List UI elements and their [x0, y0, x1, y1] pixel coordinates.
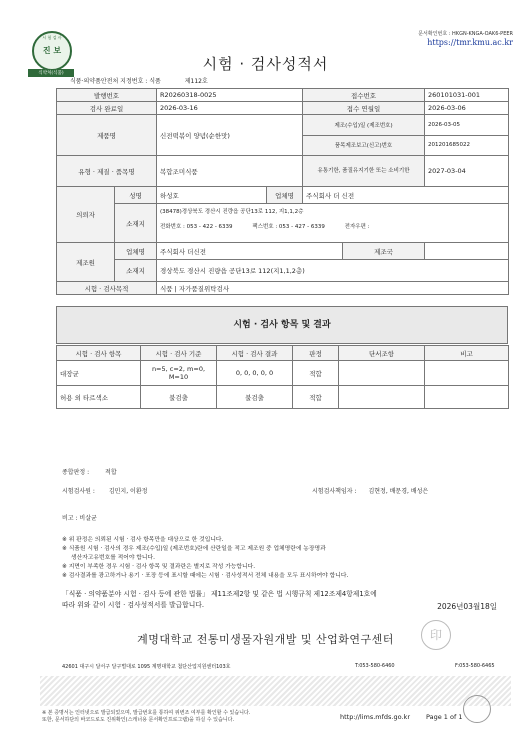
- receipt-no: 260101031-001: [425, 89, 509, 102]
- client-group-label: 의뢰자: [57, 187, 115, 243]
- col-header-standard: 시험 · 검사 기준: [141, 346, 217, 361]
- report-no: 201201685022: [425, 135, 509, 156]
- col-header-judgement: 판정: [293, 346, 339, 361]
- mark-ribbon: 식약처(식품): [28, 69, 74, 77]
- table-row: [57, 361, 509, 386]
- row-judgement: 적합: [293, 361, 339, 386]
- client-tel: 전화번호 : 053 - 422 - 6339: [160, 224, 233, 230]
- footer: [42, 710, 250, 724]
- row-standard-line2: M=10: [168, 373, 189, 381]
- verdict-label: 종합판정 :: [62, 469, 90, 476]
- row-judgement: 적합: [293, 386, 339, 409]
- results-table: [56, 345, 509, 409]
- client-contact: [160, 223, 505, 232]
- receipt-date-label: 접수 연월일: [303, 102, 425, 115]
- maker-name: 주식회사 더신전: [157, 243, 343, 260]
- maker-addr-label: 소재지: [115, 260, 157, 282]
- manager-value: 김현정, 배문경, 배성은: [368, 488, 429, 495]
- footer-line1: ※ 본 증명서는 인터넷으로 발급되었으며, 발급번호를 통하여 위변조 여부를 확인할 수 있습니다.: [42, 710, 251, 716]
- accreditation-label: 식품·의약품안전처 지정번호 : 식품: [70, 78, 161, 85]
- mfg-date-label: 제조(수입)일 (제조번호): [303, 115, 425, 136]
- org-seal-icon: [421, 620, 451, 650]
- type-label: 유형 · 제질 · 품목명: [57, 156, 157, 187]
- remarks: 비고 : 비살균: [62, 515, 97, 522]
- testers-label: 시험검사원 :: [62, 488, 95, 495]
- security-pattern: [40, 676, 511, 706]
- org-name: 계명대학교 전통미생물자원개발 및 산업화연구센터: [137, 633, 394, 646]
- complete-date: 2026-03-16: [157, 102, 303, 115]
- issue-no-label: 발행번호: [57, 89, 157, 102]
- note-line: ※ 식품원 시험 · 검사의 경우 제조(수입)일 (제조번호)란에 산란일을 적고 제조원 중 업체명란에 농장명과: [62, 546, 326, 552]
- row-standard: [141, 361, 217, 386]
- row-clause: [339, 386, 425, 409]
- verdict-value: 적합: [105, 469, 117, 476]
- accreditation-number: 제112호: [184, 78, 208, 85]
- client-address-block: [157, 204, 509, 243]
- row-standard: 불검출: [141, 386, 217, 409]
- accreditation: [70, 76, 208, 85]
- verdict: [62, 467, 117, 476]
- page-number: Page 1 of 1: [426, 713, 463, 721]
- row-standard-line1: n=5, c=2, m=0,: [151, 365, 206, 373]
- col-header-clause: 단서조항: [339, 346, 425, 361]
- table-row: [57, 386, 509, 409]
- notes: [62, 536, 348, 581]
- row-note: [425, 361, 509, 386]
- receipt-no-label: 접수번호: [303, 89, 425, 102]
- row-result: 불검출: [217, 386, 293, 409]
- statement: [62, 589, 377, 611]
- report-no-label: 품목제조보고(신고)번호: [303, 135, 425, 156]
- client-address: (38478)경상북도 경산시 진량읍 공단13로 112, 지1,1,2층: [160, 209, 304, 215]
- maker-address: 경상북도 경산시 진량읍 공단13로 112(지1,1,2층): [157, 260, 509, 282]
- mark-main-text: 진 보: [42, 46, 62, 55]
- org-address: 42601 대구시 달서구 달구벌대로 1095 계명대학교 첨단산업지원센터103호: [62, 664, 231, 670]
- client-company: 주식회사 더 신전: [303, 187, 509, 204]
- manager: [312, 486, 428, 495]
- client-name: 하성호: [157, 187, 267, 204]
- col-header-note: 비고: [425, 346, 509, 361]
- purpose: 식품 | 자가품질위탁검사: [157, 282, 509, 295]
- country-label: 제조국: [343, 243, 425, 260]
- issue-date: 2026년03월18일: [437, 602, 497, 611]
- expiry-label: 유통기한, 품질유지기한 또는 소비기한: [303, 156, 425, 187]
- note-line: ※ 지면이 부족한 경우 시험 · 검사 항목 및 결과란은 별지로 작성 가능합니다.: [62, 564, 256, 570]
- col-header-result: 시험 · 검사 결과: [217, 346, 293, 361]
- client-company-label: 업체명: [267, 187, 303, 204]
- row-item: 허용 외 타르색소: [57, 386, 141, 409]
- testers-value: 김민지, 이환정: [108, 488, 148, 495]
- verify-url[interactable]: https://tmr.kmu.ac.kr: [427, 38, 513, 47]
- note-line: 생산자고유번호를 적어야 합니다.: [71, 555, 155, 561]
- product-label: 제품명: [57, 115, 157, 156]
- org-seal-char: 印: [429, 628, 442, 642]
- issue-no: R20260318-0025: [157, 89, 303, 102]
- col-header-item: 시험 · 검사 항목: [57, 346, 141, 361]
- row-result: 0, 0, 0, 0, 0: [217, 361, 293, 386]
- maker-group-label: 제조원: [57, 243, 115, 282]
- stamp-icon: [463, 695, 491, 723]
- row-item: 대장균: [57, 361, 141, 386]
- row-note: [425, 386, 509, 409]
- results-heading: 시험 · 검사 항목 및 결과: [233, 320, 331, 330]
- testers: [62, 486, 147, 495]
- client-fax: 팩스번호 : 053 - 427 - 6339: [252, 224, 325, 230]
- client-name-label: 성명: [115, 187, 157, 204]
- maker-name-label: 업체명: [115, 243, 157, 260]
- country: [425, 243, 509, 260]
- purpose-label: 시험 · 검사목적: [57, 282, 157, 295]
- product-name: 신전떡볶이 양념(순한맛): [157, 115, 303, 156]
- complete-date-label: 검사 완료일: [57, 102, 157, 115]
- mfg-date: 2026-03-05: [425, 115, 509, 136]
- note-line: ※ 위 판정은 의뢰된 시험 · 검사 항목만을 대상으로 한 것입니다.: [62, 537, 224, 543]
- info-table: [56, 88, 509, 295]
- client-addr-label: 소재지: [115, 204, 157, 243]
- results-heading-band: [56, 306, 508, 344]
- org-tel: T:053-580-6460: [355, 663, 395, 669]
- page-title: 시험 · 검사성적서: [202, 55, 329, 73]
- statement-line1: 「식품 · 의약품분야 시험 · 검사 등에 관한 법률」 제11조제2항 및 같은 법 시행규칙 제12조제4항제1호에: [62, 590, 377, 598]
- doc-check-number: 문서확인번호 : HKGN-KNGA-OAK6-PEER: [418, 31, 513, 37]
- note-line: ※ 검사결과를 광고하거나 용기 · 포장 등에 표시할 때에는 시험 · 검사성적서 전체 내용을 모두 표시하여야 합니다.: [62, 573, 349, 579]
- statement-line2: 따라 위와 같이 시험 · 검사성적서를 발급합니다.: [62, 601, 205, 609]
- receipt-date: 2026-03-06: [425, 102, 509, 115]
- org-fax: F:053-580-6465: [455, 663, 495, 669]
- manager-label: 시험검사책임자 :: [312, 488, 357, 495]
- footer-url[interactable]: http://lims.mfds.go.kr: [340, 713, 410, 721]
- mark-top-text: 시 험 검 사: [42, 35, 62, 40]
- expiry-date: 2027-03-04: [425, 156, 509, 187]
- client-email: 전자우편 :: [344, 224, 370, 230]
- type-value: 복합조미식품: [157, 156, 303, 187]
- row-clause: [339, 361, 425, 386]
- footer-line2: 또한, 문서하단의 바코드로도 진위확인(스캐너용 문서확인프로그램)을 하실 수 있습니다.: [42, 717, 235, 723]
